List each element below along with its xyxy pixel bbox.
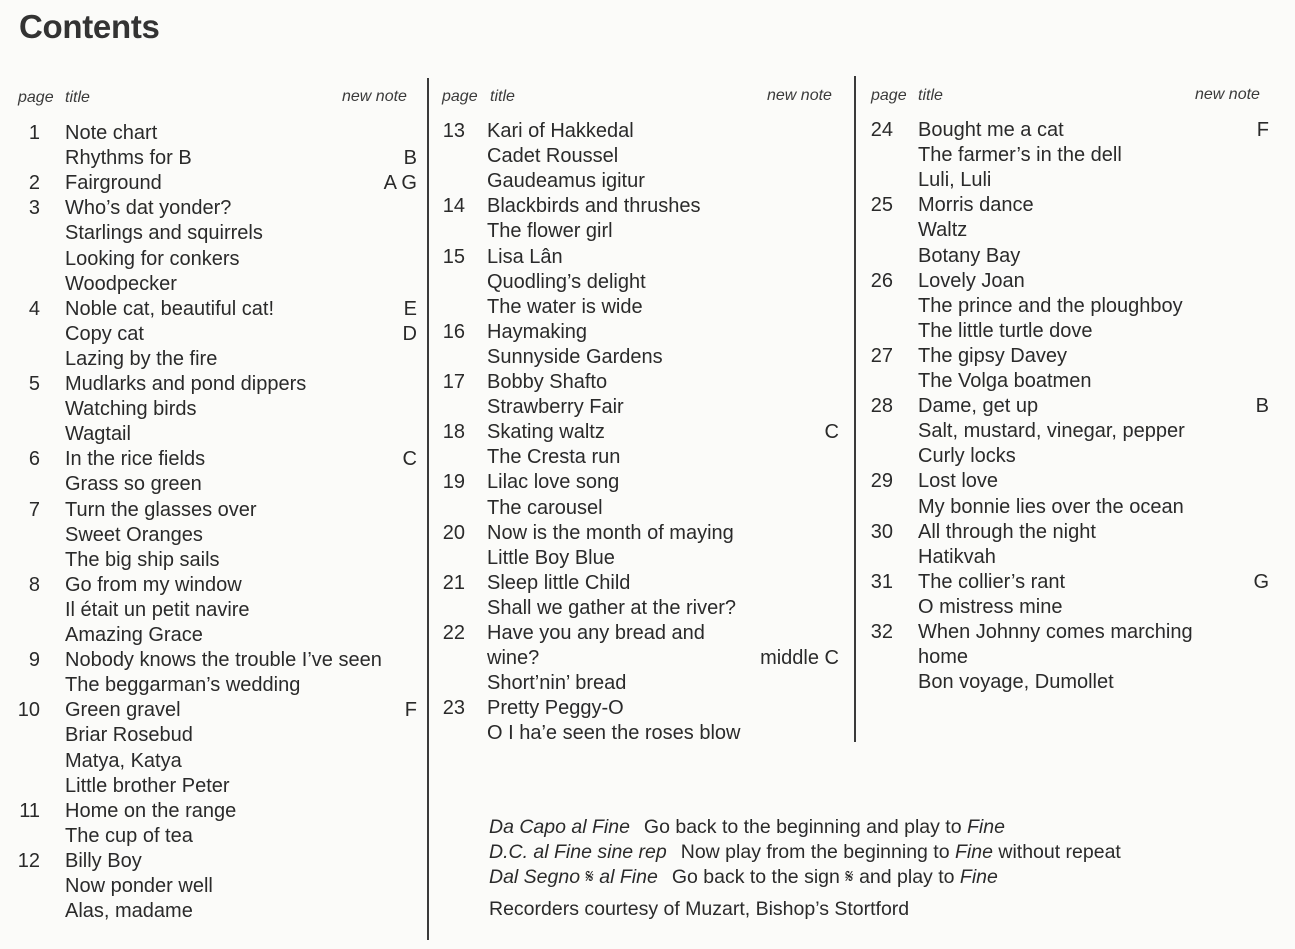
entry-title: O mistress mine [918, 595, 1063, 618]
entry-title: Dame, get up [918, 395, 1039, 418]
entry-page-number: 9 [28, 649, 40, 672]
entry-title: My bonnie lies over the ocean [918, 495, 1184, 518]
entry-title: Go from my window [65, 573, 242, 596]
entry-page-number: 21 [442, 571, 465, 594]
entry-title: Strawberry Fair [487, 396, 624, 419]
entry-title: Sleep little Child [487, 571, 631, 594]
glossary-meaning-fine: Fine [955, 841, 993, 863]
entry-title: The collier’s rant [918, 570, 1066, 593]
entry-title: Home on the range [65, 799, 237, 822]
entry-title: The prince and the ploughboy [918, 294, 1183, 317]
entry-title: Il était un petit navire [65, 598, 250, 621]
header-page: page [442, 88, 478, 105]
glossary-term-rest: al Fine [593, 866, 658, 888]
entry-title: Lilac love song [487, 471, 620, 494]
entry-title: The water is wide [487, 295, 643, 318]
entry-new-note: B [403, 147, 417, 170]
entry-page-number: 4 [28, 297, 40, 320]
column-divider-2 [854, 76, 856, 742]
entry-title: Matya, Katya [65, 749, 182, 772]
entry-page-number: 19 [442, 471, 465, 494]
entry-title: Amazing Grace [65, 624, 203, 646]
entry-page-number: 10 [17, 699, 40, 722]
entry-page-number: 17 [442, 371, 465, 393]
entry-title: Alas, madame [65, 900, 193, 923]
entry-page-number: 6 [28, 448, 40, 471]
entry-title: Gaudeamus igitur [487, 170, 645, 193]
entry-title: Little brother Peter [65, 774, 230, 797]
glossary-dal-segno [489, 865, 998, 890]
entry-title: Short’nin’ bread [487, 672, 627, 695]
entry-title: Cadet Roussel [487, 145, 619, 168]
entry-title: Now is the month of maying [487, 521, 734, 544]
entry-page-number: 22 [442, 622, 465, 644]
entry-new-note: C [824, 421, 839, 444]
entry-title: Quodling’s delight [487, 270, 646, 293]
glossary-meaning-fine: Fine [967, 816, 1005, 838]
entry-title: home [918, 646, 969, 669]
entry-page-number: 12 [17, 849, 40, 872]
entry-title: Rhythms for B [65, 147, 192, 170]
entry-title: Green gravel [65, 699, 181, 722]
entry-title: When Johnny comes marching [918, 621, 1193, 643]
entry-title: Billy Boy [65, 849, 142, 872]
entry-title: Fairground [65, 172, 162, 195]
entry-title: Turn the glasses over [65, 498, 257, 521]
glossary-da-capo [489, 815, 1005, 840]
entry-title: wine? [487, 647, 540, 670]
entry-title: Wagtail [65, 423, 131, 446]
entry-new-note: middle C [760, 647, 839, 670]
entry-title: Bon voyage, Dumollet [918, 671, 1114, 694]
entry-title: The Volga boatmen [918, 370, 1092, 392]
entry-new-note: G [1253, 570, 1269, 593]
entry-title: Waltz [918, 219, 968, 242]
entry-new-note: F [1256, 119, 1269, 141]
entry-title: The beggarman’s wedding [65, 674, 301, 697]
entry-new-note: B [1255, 395, 1269, 418]
entry-title: Pretty Peggy-O [487, 697, 624, 720]
glossary-term: D.C. al Fine sine rep [489, 841, 667, 863]
entry-page-number: 28 [870, 395, 893, 418]
entry-title: The carousel [487, 496, 603, 519]
header-title: title [65, 89, 90, 106]
entry-title: Grass so green [65, 473, 202, 496]
entry-title: Looking for conkers [65, 247, 240, 270]
entry-page-number: 16 [442, 320, 465, 343]
glossary-term: Dal Segno [489, 866, 586, 888]
entry-title: Bought me a cat [918, 119, 1064, 141]
entry-title: Woodpecker [65, 272, 177, 295]
header-title: title [490, 88, 515, 105]
entry-page-number: 32 [870, 621, 893, 643]
entry-title: Kari of Hakkedal [487, 120, 634, 142]
entry-page-number: 7 [28, 498, 40, 521]
page-title: Contents [19, 8, 160, 45]
glossary-meaning-rest: without repeat [992, 841, 1121, 863]
entry-page-number: 23 [442, 697, 465, 720]
entry-title: Lazing by the fire [65, 347, 218, 370]
entry-title: Lost love [918, 470, 999, 493]
entry-title: The cup of tea [65, 824, 193, 847]
entry-new-note: C [402, 448, 417, 471]
entry-title: Haymaking [487, 320, 588, 343]
entry-title: All through the night [918, 520, 1096, 543]
entry-new-note: F [404, 699, 417, 722]
entry-new-note: A G [383, 172, 417, 195]
entry-new-note: E [403, 297, 417, 320]
entry-page-number: 15 [442, 245, 465, 268]
entry-page-number: 5 [28, 373, 40, 395]
column-divider-1 [427, 78, 429, 940]
entry-title: Salt, mustard, vinegar, pepper [918, 420, 1185, 443]
entry-title: Blackbirds and thrushes [487, 195, 701, 218]
entry-page-number: 14 [442, 195, 465, 218]
segno-icon: 𝄋 [845, 866, 854, 888]
entry-title: Mudlarks and pond dippers [65, 373, 307, 395]
glossary-meaning-mid: and play to [853, 866, 960, 888]
header-page: page [871, 87, 907, 104]
glossary-meaning-fine: Fine [959, 866, 998, 888]
entry-new-note: D [402, 322, 417, 345]
header-page: page [18, 89, 54, 106]
entry-page-number: 2 [28, 172, 40, 195]
entry-page-number: 31 [870, 570, 893, 593]
entry-page-number: 18 [442, 421, 465, 444]
glossary-meaning: Go back to the beginning and play to [643, 816, 967, 838]
entry-title: The flower girl [487, 220, 613, 243]
entry-page-number: 24 [870, 119, 893, 141]
entry-title: Lisa Lân [487, 245, 563, 268]
entry-title: Bobby Shafto [487, 371, 608, 393]
header-new-note: new note [1195, 86, 1260, 103]
entry-title: Copy cat [65, 322, 144, 345]
entry-title: Note chart [65, 122, 158, 144]
entry-page-number: 27 [870, 344, 893, 367]
entry-page-number: 20 [442, 521, 465, 544]
entry-title: Briar Rosebud [65, 724, 193, 747]
entry-title: Lovely Joan [918, 269, 1025, 292]
entry-title: O I ha’e seen the roses blow [487, 722, 741, 745]
glossary-meaning: Now play from the beginning to [680, 841, 955, 863]
entry-title: Sunnyside Gardens [487, 345, 663, 368]
entry-title: The Cresta run [487, 446, 621, 469]
credit-line: Recorders courtesy of Muzart, Bishop’s Stortford [489, 898, 910, 920]
entry-title: Morris dance [918, 194, 1034, 217]
entry-title: The big ship sails [65, 548, 220, 571]
entry-page-number: 25 [870, 194, 893, 217]
glossary-dc-sine-rep [489, 840, 1121, 865]
entry-page-number: 11 [19, 799, 40, 822]
header-new-note: new note [767, 87, 832, 104]
glossary-term: Da Capo al Fine [489, 816, 630, 838]
entry-page-number: 13 [442, 120, 465, 142]
glossary-meaning: Go back to the sign [671, 866, 846, 888]
entry-page-number: 26 [870, 269, 893, 292]
entry-title: Have you any bread and [487, 622, 705, 644]
entry-title: Now ponder well [65, 875, 213, 897]
entry-title: Shall we gather at the river? [487, 596, 737, 619]
entry-page-number: 3 [28, 197, 40, 220]
entry-title: Skating waltz [487, 421, 605, 444]
entry-title: Sweet Oranges [65, 523, 203, 546]
entry-title: The little turtle dove [918, 319, 1093, 342]
entry-page-number: 29 [870, 470, 893, 493]
entry-title: Who’s dat yonder? [65, 197, 232, 220]
entry-title: Curly locks [918, 445, 1016, 468]
entry-title: Nobody knows the trouble I’ve seen [65, 649, 382, 672]
segno-icon: 𝄋 [585, 866, 594, 888]
entry-title: Starlings and squirrels [65, 222, 263, 245]
header-title: title [918, 87, 943, 104]
entry-title: Noble cat, beautiful cat! [65, 297, 275, 320]
entry-title: Hatikvah [918, 545, 996, 568]
entry-title: The farmer’s in the dell [918, 144, 1122, 167]
header-new-note: new note [342, 88, 407, 105]
entry-page-number: 30 [870, 520, 893, 543]
entry-title: Little Boy Blue [487, 546, 615, 569]
entry-page-number: 8 [28, 573, 40, 596]
entry-title: Botany Bay [918, 244, 1021, 267]
entry-title: Watching birds [65, 398, 197, 421]
entry-page-number: 1 [28, 122, 40, 144]
entry-title: Luli, Luli [918, 169, 992, 192]
entry-title: In the rice fields [65, 448, 206, 471]
entry-title: The gipsy Davey [918, 344, 1067, 367]
